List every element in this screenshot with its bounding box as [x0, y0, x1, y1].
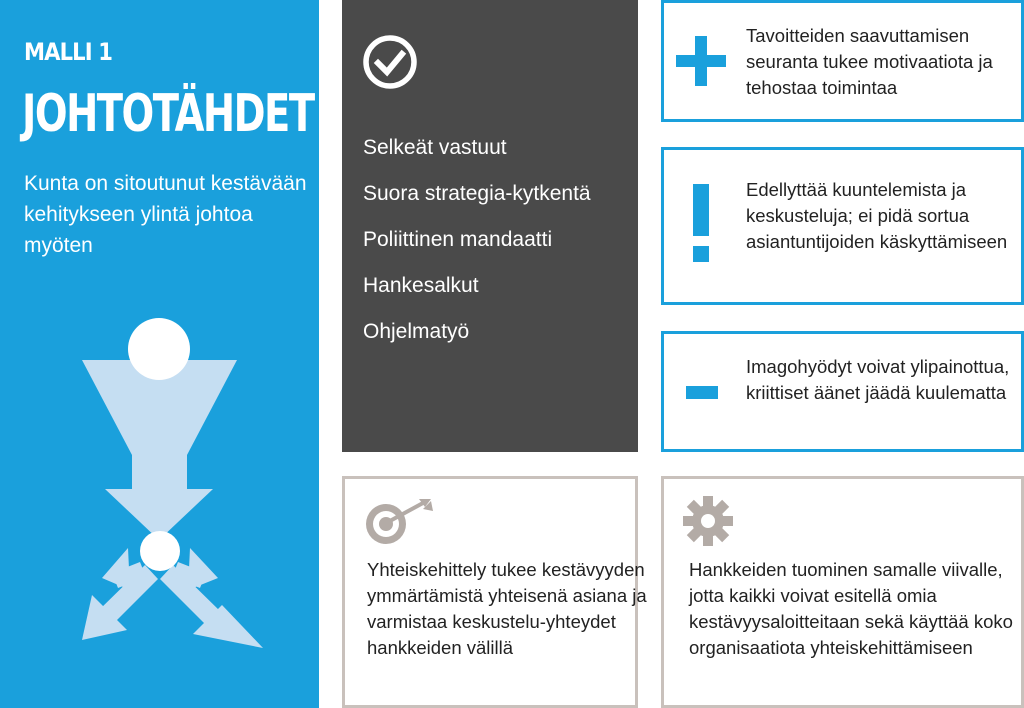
list-item: Suora strategia-kytkentä [363, 182, 591, 205]
intro-panel [0, 0, 319, 708]
model-description: Kunta on sitoutunut kestävään kehitykseen ylintä johtoa myöten [24, 172, 307, 257]
target-icon [363, 497, 433, 547]
exclamation-icon [691, 184, 711, 264]
alignment-box [661, 476, 1024, 708]
list-item: Ohjelmatyö [363, 320, 470, 343]
top-ball [128, 318, 190, 380]
requirement-box [661, 147, 1024, 305]
list-item: Hankesalkut [363, 274, 479, 297]
pros-box [661, 0, 1024, 122]
plus-icon [676, 33, 726, 89]
funnel-diagram [0, 300, 319, 708]
page-title: JOHTOTÄHDET [22, 84, 314, 144]
co-development-text: Yhteiskehittely tukee kestävyyden ymmärtämistä yhteisenä asiana ja varmistaa keskustelu-yhteydet hankkeiden välillä [367, 559, 647, 658]
alignment-text: Hankkeiden tuominen samalle viivalle, jotta kaikki voivat esitellä omia kestävyysaloitteitaan sekä käyttää koko organisaatiota yhteiskehittämiseen [689, 559, 1013, 658]
measures-list [363, 132, 623, 362]
cons-text: Imagohyödyt voivat ylipainottua, kriittiset äänet jäädä kuulematta [746, 356, 1010, 403]
funnel-neck [132, 455, 187, 490]
list-item: Poliittinen mandaatti [363, 228, 553, 251]
list-item: Selkeät vastuut [363, 136, 507, 159]
co-development-box [342, 476, 647, 708]
cons-box [661, 331, 1024, 452]
gear-icon [682, 495, 734, 547]
check-circle-icon [362, 34, 418, 90]
measures-panel [342, 0, 638, 452]
bottom-ball [140, 531, 180, 571]
model-label: MALLI 1 [24, 38, 113, 66]
minus-icon [686, 386, 718, 400]
requirement-text: Edellyttää kuuntelemista ja keskusteluja; ei pidä sortua asiantuntijoiden käskyttämiseen [746, 179, 1008, 252]
pros-text: Tavoitteiden saavuttamisen seuranta tukee motivaatiota ja tehostaa toimintaa [746, 25, 993, 98]
